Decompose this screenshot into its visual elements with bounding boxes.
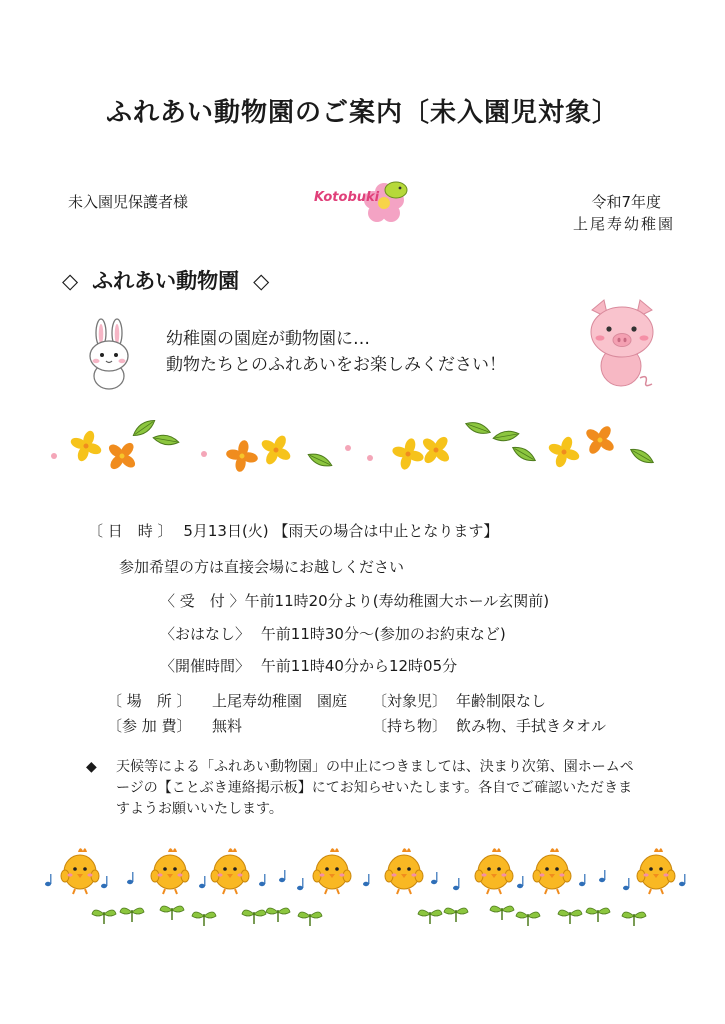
intro-line-1: 幼稚園の園庭が動物園に… bbox=[166, 329, 370, 349]
target-label: 〔対象児〕 bbox=[372, 692, 448, 710]
target-value: 年齢制限なし bbox=[456, 692, 547, 710]
place-label: 〔 場 所 〕 bbox=[107, 692, 192, 710]
logo-text: Kotobuki bbox=[314, 190, 380, 205]
bring-label: 〔持ち物〕 bbox=[372, 717, 448, 735]
page-title: ふれあい動物園のご案内〔未入園児対象〕 bbox=[105, 98, 619, 128]
pig-icon bbox=[584, 296, 660, 392]
reception-label: 〈 受 付 〉 bbox=[160, 592, 245, 610]
section-heading bbox=[62, 265, 269, 295]
reception-value: 午前11時20分より(寿幼稚園大ホール玄関前) bbox=[244, 592, 550, 610]
bring-value: 飲み物、手拭きタオル bbox=[456, 717, 607, 735]
school-name: 上尾寿幼稚園 bbox=[572, 215, 675, 233]
notice-text: 天候等による「ふれあい動物園」の中止につきましては、決まり次第、園ホームページの【ことぶき連絡掲示板】にてお知らせいたします。各自でご確認いただきますようお願いいたします。 bbox=[116, 759, 634, 817]
date-row bbox=[88, 520, 498, 541]
intro-line-2: 動物たちとのふれあいをお楽しみください！ bbox=[166, 355, 506, 375]
time-row bbox=[160, 655, 457, 676]
time-label: 〈開催時間〉 bbox=[160, 657, 251, 675]
notice-bullet-icon: ◆ bbox=[86, 759, 97, 775]
reception-row bbox=[160, 590, 549, 611]
flower-border bbox=[44, 410, 684, 480]
diamond-right-icon: ◇ bbox=[253, 269, 270, 293]
place-value: 上尾寿幼稚園 園庭 bbox=[212, 692, 348, 710]
date-label: 〔 日 時 〕 bbox=[88, 522, 173, 540]
talk-value: 午前11時30分～(参加のお約束など) bbox=[260, 625, 506, 643]
diamond-left-icon: ◇ bbox=[62, 269, 79, 293]
date-value: 5月13日(火) 【雨天の場合は中止となります】 bbox=[183, 522, 499, 540]
fee-value: 無料 bbox=[212, 717, 243, 735]
time-value: 午前11時40分から12時05分 bbox=[260, 657, 458, 675]
section-heading-text: ふれあい動物園 bbox=[92, 269, 240, 293]
direct-note: 参加希望の方は直接会場にお越しください bbox=[119, 558, 405, 576]
rabbit-icon bbox=[84, 318, 136, 392]
fee-label: 〔参 加 費〕 bbox=[107, 717, 192, 735]
notice bbox=[86, 757, 646, 820]
talk-label: 〈おはなし〉 bbox=[160, 625, 251, 643]
kotobuki-logo bbox=[312, 176, 416, 226]
rabbit-illustration bbox=[84, 318, 136, 392]
chick-border bbox=[42, 846, 690, 932]
pig-illustration bbox=[584, 296, 660, 392]
fiscal-year: 令和7年度 bbox=[591, 193, 661, 211]
flower-border-graphic bbox=[44, 410, 684, 480]
chick-border-graphic bbox=[42, 846, 690, 932]
addressee: 未入園児保護者様 bbox=[68, 193, 189, 211]
talk-row bbox=[160, 623, 506, 644]
